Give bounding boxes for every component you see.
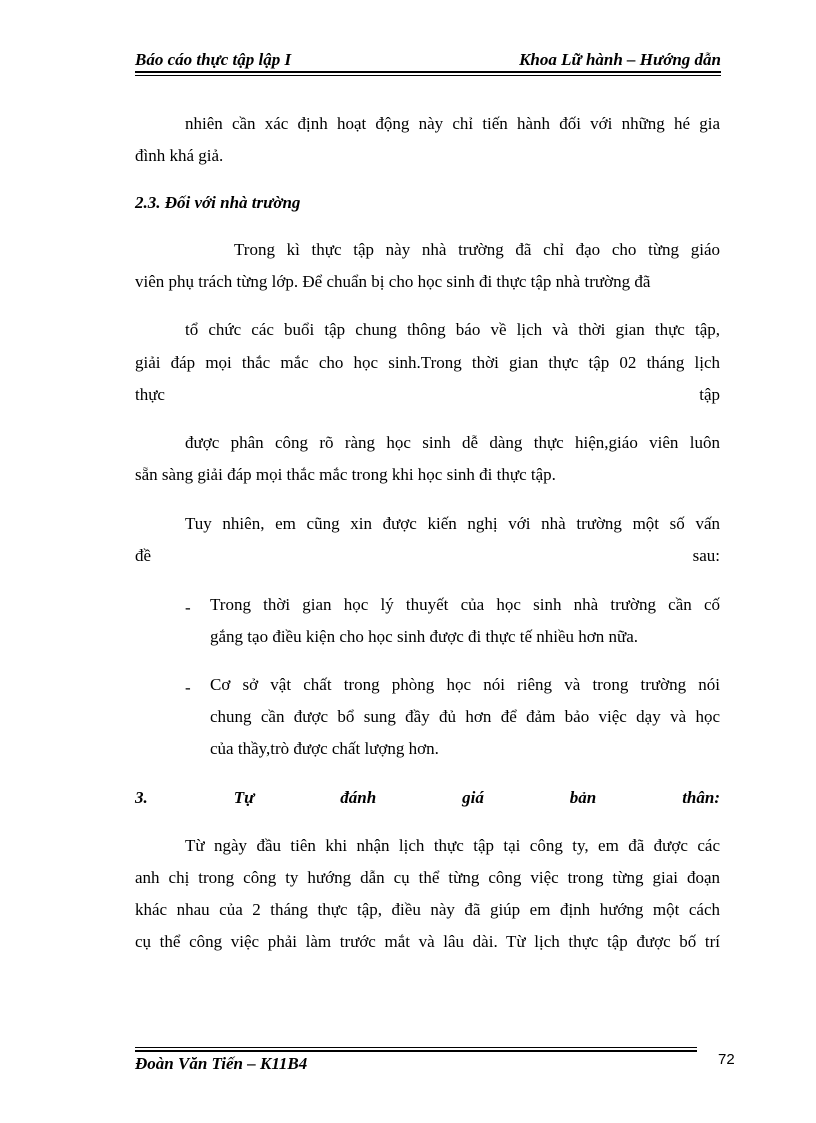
header-rule-thin	[135, 75, 721, 76]
paragraph-line: Từ ngày đầu tiên khi nhận lịch thực tập tại công ty, em đã được các	[185, 836, 720, 855]
list-item-line: gắng tạo điều kiện cho học sinh được đi thực tế nhiều hơn nữa.	[210, 627, 639, 646]
paragraph-line: đình khá giả.	[135, 146, 224, 165]
paragraph-line: tổ chức các buổi tập chung thông báo về lịch và thời gian thực tập,	[185, 320, 720, 339]
footer-author: Đoàn Văn Tiến – K11B4	[135, 1054, 308, 1073]
page-header	[135, 46, 721, 72]
header-department: Khoa Lữ hành – Hướng dẫn	[519, 50, 721, 69]
list-item-line: của thầy,trò được chất lượng hơn.	[210, 739, 439, 758]
bullet-marker: -	[185, 678, 191, 697]
paragraph-line: thực tập	[135, 385, 720, 404]
paragraph-line: sẵn sàng giải đáp mọi thắc mắc trong khi học sinh đi thực tập.	[135, 465, 556, 484]
footer-rule-thin	[135, 1047, 697, 1048]
header-rule-thick	[135, 71, 721, 73]
section-heading-2-3: 2.3. Đối với nhà trường	[135, 193, 301, 212]
paragraph-line: nhiên cần xác định hoạt động này chỉ tiến hành đối với những hé gia	[185, 114, 720, 133]
paragraph-line: Trong kì thực tập này nhà trường đã chỉ đạo cho từng giáo	[234, 240, 720, 259]
header-report-title: Báo cáo thực tập lập I	[135, 50, 292, 69]
page-number: 72	[718, 1051, 735, 1068]
list-item-line: Cơ sở vật chất trong phòng học nói riêng và trong trường nói	[210, 675, 720, 694]
bullet-marker: -	[185, 598, 191, 617]
list-item-line: Trong thời gian học lý thuyết của học sinh nhà trường cần cố	[210, 595, 720, 614]
paragraph-line: giải đáp mọi thắc mắc cho học sinh.Trong thời gian thực tập 02 tháng lịch	[135, 353, 720, 372]
paragraph-line: cụ thể công việc phải làm trước mắt và lâu dài. Từ lịch thực tập được bố trí	[135, 932, 720, 951]
paragraph-line: anh chị trong công ty hướng dẫn cụ thể từng công việc trong từng giai đoạn	[135, 868, 720, 887]
paragraph-line: được phân công rõ ràng học sinh dễ dàng thực hiện,giáo viên luôn	[185, 433, 720, 452]
footer-rule-thick	[135, 1050, 697, 1052]
paragraph-line: đề sau:	[135, 546, 720, 565]
paragraph-line: viên phụ trách từng lớp. Để chuẩn bị cho học sinh đi thực tập nhà trường đã	[135, 272, 651, 291]
list-item-line: chung cần được bổ sung đầy đủ hơn để đảm bảo việc dạy và học	[210, 707, 720, 726]
paragraph-line: khác nhau của 2 tháng thực tập, điều này đã giúp em định hướng một cách	[135, 900, 720, 919]
paragraph-line: Tuy nhiên, em cũng xin được kiến nghị với nhà trường một số vấn	[185, 514, 720, 533]
section-heading-3: 3. Tự đánh giá bản thân:	[135, 788, 720, 807]
